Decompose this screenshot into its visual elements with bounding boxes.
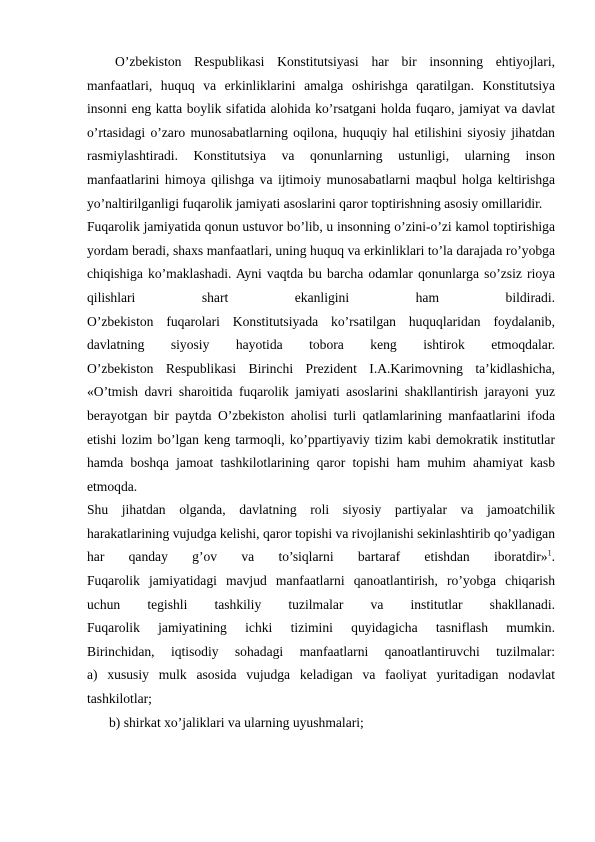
text-line: etmoqda. (87, 478, 138, 494)
text-line: etishi lozim bo’lgan keng tarmoqli, ko’ppartiyaviy tizim kabi demokratik institutlar (87, 431, 555, 447)
text-line: a) xususiy mulk asosida vujudga keladigan va faoliyat yuritadigan nodavlat (87, 667, 555, 683)
paragraph-citizens-participation (87, 310, 555, 357)
list-item-a (87, 663, 555, 710)
text-line: Fuqarolik jamiyatining ichki tizimini quyidagicha tasniflash mumkin. (87, 620, 555, 636)
text-line: O’zbekiston Respublikasi Birinchi Prezident I.A.Karimovning ta’kidlashicha, (87, 360, 555, 376)
paragraph-rule-of-law (87, 215, 555, 309)
paragraph-first-economic (87, 640, 555, 664)
text-line: O’zbekiston fuqarolari Konstitutsiyada ko’rsatilgan huquqlaridan foydalanib, (87, 313, 555, 329)
list-item-b (87, 711, 555, 735)
text-line: omillaridir. (481, 195, 543, 211)
text-line: «O’tmish davri sharoitida fuqarolik jamiyati asoslarini shakllantirish jarayoni yuz (87, 384, 555, 400)
text-line: jihatdan rasmiylashtiradi. Konstitutsiya va qonunlarning ustunligi, ularning inson (87, 124, 555, 164)
text-line: davlat o’rtasidagi o’zaro munosabatlarning oqilona, huquqiy hal etilishini siyosiy (87, 101, 555, 140)
paragraph-state-role: Shu jihatdan olganda, davlatning roli siyosiy partiyalar va jamoatchilik harakatlarining vujudga kelishi, qaror topishi va rivojlanishi sekinlashtirib qo’yadigan har qanday g’ov va to’siqlarni bartaraf etishdan iboratdir»$^1$. (87, 502, 555, 565)
text-line: Shu jihatdan olganda, davlatning roli siyosiy partiyalar va jamoatchilik (87, 502, 555, 518)
text-line: Birinchidan, iqtisodiy sohadagi manfaatlarni qanoatlantiruvchi tuzilmalar: (87, 643, 555, 659)
text-line: manfaatlarini himoya qilishga va ijtimoiy munosabatlarni maqbul holga keltirishga (87, 171, 555, 187)
text-line: qo’yadigan har qanday g’ov va to’siqlarni bartaraf etishdan iboratdir» (87, 525, 555, 565)
paragraph-constitution-intro (87, 50, 555, 215)
text-line: tashkilotlar; (87, 691, 152, 707)
text-line: insonni eng katta boylik sifatida alohida ko’rsatgani holda fuqaro, jamiyat va (87, 101, 518, 117)
text-line: berayotgan bir paytda O’zbekiston aholisi turli qatlamlarining manfaatlarini ifoda (87, 407, 555, 423)
text-line: b) shirkat xo’jaliklari va ularning uyushmalari; (109, 714, 364, 730)
paragraph-classification (87, 616, 555, 640)
footnote-marker: 1 (547, 548, 552, 558)
paragraph-interests-structures (87, 569, 555, 616)
text-line: Fuqarolik jamiyatidagi mavjud manfaatlarni qanoatlantirish, ro’yobga chiqarish (87, 573, 555, 589)
text-line: uchun tegishli tashkiliy tuzilmalar va institutlar shakllanadi. (87, 596, 555, 612)
text-line: qonunlarga so’zsiz rioya qilishlari shart ekanligini ham bildiradi. (87, 266, 555, 305)
text-line: manfaatlari, huquq va erkinliklarini amalga oshirishga qaratilgan. Konstitutsiya (87, 77, 555, 93)
text-line: darajada ro’yobga chiqishiga ko’maklashadi. Ayni vaqtda bu barcha odamlar (87, 242, 555, 282)
text-line: Fuqarolik jamiyatida qonun ustuvor bo’lib, u insonning o’zini-o’zi kamol (87, 219, 490, 235)
text-line: harakatlarining vujudga kelishi, qaror topishi va rivojlanishi sekinlashtirib (87, 525, 491, 541)
text-line: toptirishiga yordam beradi, shaxs manfaatlari, uning huquq va erkinliklari to’la (87, 219, 555, 258)
text-line: yo’naltirilganligi fuqarolik jamiyati asoslarini qaror toptirishning asosiy (87, 195, 479, 211)
text-line: O’zbekiston Respublikasi Konstitutsiyasi har bir insonning ehtiyojlari, (115, 54, 555, 69)
text-line: hamda boshqa jamoat tashkilotlarining qaror topishi ham muhim ahamiyat kasb (87, 455, 555, 471)
paragraph-karimov-quote (87, 357, 555, 499)
text-line: davlatning siyosiy hayotida tobora keng ishtirok etmoqdalar. (87, 337, 555, 353)
